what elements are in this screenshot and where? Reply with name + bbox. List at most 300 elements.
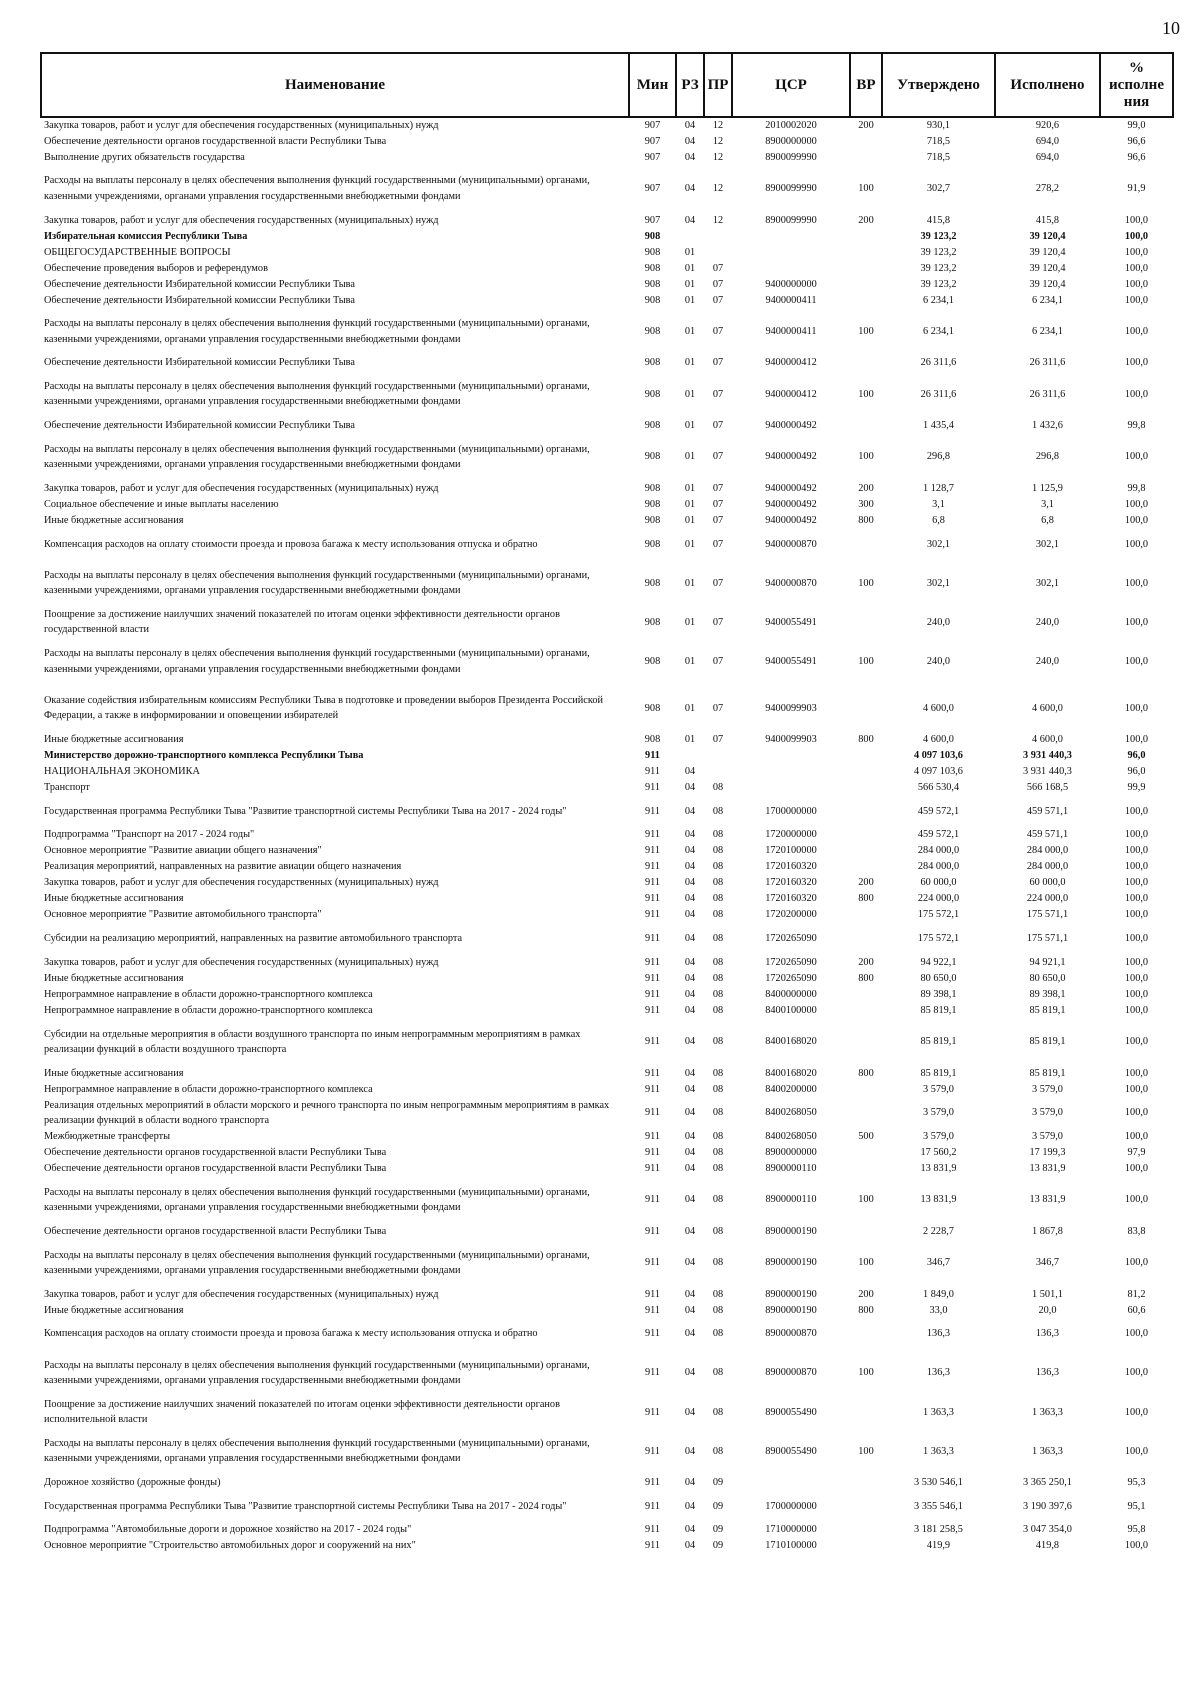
row-pr-cell: 08 (712, 1147, 724, 1159)
row-vr-cell (850, 796, 882, 827)
row-name-cell: Непрограммное направление в области дорожно-транспортного комплекса (44, 1083, 373, 1095)
row-min-cell: 907 (644, 135, 661, 147)
row-vr-cell (850, 1019, 882, 1066)
row-pr-cell: 08 (712, 782, 724, 794)
row-name-cell: Обеспечение деятельности Избирательной комиссии Республики Тыва (44, 420, 355, 432)
row-rz-cell: 01 (684, 702, 696, 714)
row-approved-cell: 1 128,7 (923, 482, 954, 494)
row-name-cell: Обеспечение деятельности органов государственной власти Республики Тыва (44, 1163, 387, 1175)
table-row (41, 513, 1173, 529)
row-approved-cell: 4 600,0 (923, 702, 954, 714)
row-executed-cell: 39 120,4 (1029, 262, 1066, 274)
row-executed-cell: 136,3 (1035, 1328, 1060, 1340)
row-percent-cell: 100,0 (1124, 1163, 1149, 1175)
row-vr-cell (850, 607, 882, 638)
row-pr-cell: 07 (712, 278, 724, 290)
row-min-cell: 907 (644, 120, 661, 131)
row-name-cell: Обеспечение деятельности органов государственной власти Республики Тыва (44, 1147, 387, 1159)
row-vr-cell (850, 1538, 882, 1554)
row-vr-cell: 100 (858, 1194, 874, 1206)
row-min-cell: 908 (644, 388, 661, 400)
table-row (41, 971, 1173, 987)
row-pr-cell: 08 (712, 877, 724, 889)
row-pr-cell: 12 (712, 151, 724, 163)
row-min-cell: 911 (644, 933, 661, 945)
table-row (41, 481, 1173, 497)
row-executed-cell: 26 311,6 (1029, 357, 1066, 369)
row-pr-cell: 08 (712, 1083, 724, 1095)
row-pr-cell: 09 (712, 1540, 724, 1552)
row-csr-cell (732, 748, 850, 764)
row-pr-cell: 12 (712, 120, 724, 131)
table-row (41, 371, 1173, 418)
row-csr-cell: 8900055490 (765, 1445, 817, 1457)
row-csr-cell: 1720160320 (765, 861, 817, 873)
row-min-cell: 911 (644, 972, 661, 984)
row-executed-cell: 566 168,5 (1026, 782, 1069, 794)
row-rz-cell: 01 (684, 246, 696, 258)
row-rz-cell: 04 (684, 1328, 696, 1340)
row-percent-cell: 100,0 (1124, 514, 1149, 526)
row-executed-cell: 3 190 397,6 (1023, 1500, 1072, 1512)
row-pr-cell (704, 244, 732, 260)
row-pr-cell (704, 228, 732, 244)
row-executed-cell: 1 867,8 (1032, 1225, 1063, 1237)
row-percent-cell: 100,0 (1124, 577, 1149, 589)
row-rz-cell: 04 (684, 782, 696, 794)
table-row (41, 149, 1173, 165)
row-name-cell: Государственная программа Республики Тыва "Развитие транспортной системы Республики Тыва на 2017 - 2024 годы" (44, 805, 567, 817)
row-approved-cell: 4 097 103,6 (914, 750, 963, 762)
row-executed-cell: 4 600,0 (1032, 702, 1063, 714)
row-executed-cell: 17 199,3 (1029, 1147, 1066, 1159)
row-executed-cell: 278,2 (1035, 183, 1060, 195)
row-percent-cell: 100,0 (1124, 1445, 1149, 1457)
row-rz-cell: 04 (684, 877, 696, 889)
table-row (41, 1397, 1173, 1428)
row-csr-cell: 8400200000 (765, 1083, 817, 1095)
row-min-cell: 908 (644, 514, 661, 526)
table-row (41, 165, 1173, 212)
row-rz-cell: 01 (684, 420, 696, 432)
row-csr-cell: 9400000412 (765, 388, 817, 400)
table-row (41, 1081, 1173, 1097)
row-percent-cell: 99,8 (1127, 482, 1146, 494)
row-rz-cell: 04 (684, 956, 696, 968)
row-name-cell: Социальное обеспечение и иные выплаты населению (44, 498, 279, 510)
row-approved-cell: 3,1 (932, 498, 945, 510)
row-vr-cell: 100 (858, 1445, 874, 1457)
row-pr-cell: 08 (712, 1367, 724, 1379)
row-csr-cell: 9400000870 (765, 538, 817, 550)
row-approved-cell: 80 650,0 (920, 972, 957, 984)
row-executed-cell: 3,1 (1041, 498, 1054, 510)
row-vr-cell: 100 (858, 1257, 874, 1269)
row-percent-cell: 100,0 (1124, 1257, 1149, 1269)
table-row (41, 355, 1173, 371)
table-row (41, 827, 1173, 843)
row-csr-cell: 9400099903 (765, 702, 817, 714)
row-name-cell: Компенсация расходов на оплату стоимости проезда и провоза багажа к месту использования отпуска и обратно (44, 538, 538, 550)
row-csr-cell: 1700000000 (765, 1500, 817, 1512)
row-percent-cell: 100,0 (1124, 1107, 1149, 1119)
row-csr-cell: 8400268050 (765, 1131, 817, 1143)
table-row (41, 497, 1173, 513)
row-rz-cell: 01 (684, 655, 696, 667)
row-pr-cell: 08 (712, 1131, 724, 1143)
row-executed-cell: 6,8 (1041, 514, 1054, 526)
row-vr-cell: 100 (858, 655, 874, 667)
row-percent-cell: 100,0 (1124, 325, 1149, 337)
row-executed-cell: 459 571,1 (1026, 829, 1069, 841)
row-csr-cell: 1700000000 (765, 805, 817, 817)
row-vr-cell: 300 (858, 498, 874, 510)
row-vr-cell (850, 1491, 882, 1522)
row-csr-cell (732, 228, 850, 244)
row-pr-cell: 07 (712, 577, 724, 589)
row-rz-cell: 04 (684, 766, 696, 778)
row-csr-cell: 1720160320 (765, 877, 817, 889)
row-name-cell: Закупка товаров, работ и услуг для обеспечения государственных (муниципальных) нужд (44, 120, 439, 131)
row-vr-cell (850, 1522, 882, 1538)
row-min-cell: 911 (644, 1067, 661, 1079)
row-min-cell: 911 (644, 1540, 661, 1552)
table-row (41, 955, 1173, 971)
row-csr-cell (732, 244, 850, 260)
row-executed-cell: 694,0 (1035, 151, 1060, 163)
row-name-cell: Транспорт (44, 782, 90, 794)
row-pr-cell: 08 (712, 1107, 724, 1119)
row-approved-cell: 85 819,1 (920, 1067, 957, 1079)
row-percent-cell: 99,0 (1127, 120, 1146, 131)
row-name-cell: Непрограммное направление в области дорожно-транспортного комплекса (44, 1004, 373, 1016)
row-executed-cell: 1 363,3 (1032, 1406, 1063, 1418)
row-name-cell: Расходы на выплаты персоналу в целях обеспечения выполнения функций государственными (муниципальными) органами, казенными учреждениями, органами управления государственными внебюджетными фондами (44, 1249, 590, 1276)
row-executed-cell: 39 120,4 (1029, 230, 1066, 242)
table-row (41, 1522, 1173, 1538)
row-vr-cell (850, 987, 882, 1003)
row-executed-cell: 1 501,1 (1032, 1288, 1063, 1300)
row-pr-cell: 08 (712, 1445, 724, 1457)
row-pr-cell: 08 (712, 1406, 724, 1418)
row-pr-cell: 08 (712, 988, 724, 1000)
table-row (41, 1318, 1173, 1349)
row-csr-cell: 8900000190 (765, 1225, 817, 1237)
row-name-cell: Подпрограмма "Транспорт на 2017 - 2024 годы" (44, 829, 255, 841)
row-csr-cell: 1720160320 (765, 893, 817, 905)
row-pr-cell: 07 (712, 482, 724, 494)
row-pr-cell: 07 (712, 538, 724, 550)
row-approved-cell: 302,1 (926, 577, 951, 589)
row-pr-cell: 07 (712, 325, 724, 337)
row-csr-cell: 9400000492 (765, 514, 817, 526)
row-rz-cell: 04 (684, 183, 696, 195)
row-name-cell: Поощрение за достижение наилучших значений показателей по итогам оценки эффективности деятельности органов исполнительной власти (44, 1398, 560, 1426)
row-vr-cell: 200 (858, 877, 874, 889)
row-executed-cell: 240,0 (1035, 655, 1060, 667)
row-rz-cell: 04 (684, 1367, 696, 1379)
row-approved-cell: 3 579,0 (923, 1131, 954, 1143)
row-min-cell: 908 (644, 451, 661, 463)
row-name-cell: Основное мероприятие "Строительство автомобильных дорог и сооружений на них" (44, 1540, 416, 1552)
row-name-cell: Избирательная комиссия Республики Тыва (44, 230, 248, 242)
row-approved-cell: 6,8 (932, 514, 945, 526)
row-min-cell: 911 (644, 766, 661, 778)
row-vr-cell (850, 1318, 882, 1349)
row-pr-cell: 09 (712, 1477, 724, 1488)
row-approved-cell: 302,7 (926, 183, 951, 195)
row-approved-cell: 136,3 (926, 1367, 951, 1379)
row-percent-cell: 60,6 (1127, 1304, 1146, 1316)
row-approved-cell: 1 435,4 (923, 420, 954, 432)
table-row (41, 434, 1173, 481)
row-min-cell: 908 (644, 357, 661, 369)
row-min-cell: 911 (644, 845, 661, 857)
row-executed-cell: 302,1 (1035, 577, 1060, 589)
row-name-cell: Дорожное хозяйство (дорожные фонды) (44, 1477, 221, 1488)
row-min-cell: 908 (644, 482, 661, 494)
header-percent-line-2: исполне (1109, 76, 1164, 93)
row-vr-cell: 800 (858, 1067, 874, 1079)
row-name-cell: Обеспечение деятельности Избирательной комиссии Республики Тыва (44, 357, 355, 369)
row-approved-cell: 94 922,1 (920, 956, 957, 968)
row-rz-cell (676, 228, 704, 244)
row-csr-cell: 8900000110 (765, 1194, 817, 1206)
table-row (41, 1286, 1173, 1302)
row-min-cell: 908 (644, 262, 661, 274)
table-row (41, 117, 1173, 133)
row-vr-cell (850, 827, 882, 843)
row-csr-cell: 1720265090 (765, 933, 817, 945)
table-row (41, 1491, 1173, 1522)
table-row (41, 228, 1173, 244)
row-approved-cell: 240,0 (926, 655, 951, 667)
row-min-cell: 911 (644, 829, 661, 841)
row-rz-cell: 04 (684, 1147, 696, 1159)
row-approved-cell: 4 600,0 (923, 734, 954, 746)
row-pr-cell: 07 (712, 514, 724, 526)
row-pr-cell: 07 (712, 388, 724, 400)
row-csr-cell: 8400268050 (765, 1107, 817, 1119)
row-pr-cell: 07 (712, 498, 724, 510)
row-csr-cell: 9400000412 (765, 357, 817, 369)
row-pr-cell: 09 (712, 1500, 724, 1512)
row-vr-cell (850, 1097, 882, 1128)
row-approved-cell: 718,5 (926, 151, 951, 163)
row-pr-cell: 08 (712, 972, 724, 984)
row-percent-cell: 100,0 (1124, 214, 1149, 226)
row-vr-cell: 200 (858, 214, 874, 226)
row-vr-cell: 100 (858, 388, 874, 400)
row-vr-cell (850, 1475, 882, 1491)
row-percent-cell: 100,0 (1124, 877, 1149, 889)
table-row (41, 418, 1173, 434)
row-percent-cell: 100,0 (1124, 933, 1149, 945)
row-vr-cell (850, 1224, 882, 1240)
row-vr-cell (850, 355, 882, 371)
row-executed-cell: 85 819,1 (1029, 1004, 1066, 1016)
row-csr-cell: 8400100000 (765, 1004, 817, 1016)
row-csr-cell: 8400168020 (765, 1067, 817, 1079)
row-pr-cell: 08 (712, 1163, 724, 1175)
row-name-cell: Реализация отдельных мероприятий в области морского и речного транспорта по иным непрограммным мероприятиям в рамках реализации функций в области водного транспорта (44, 1099, 610, 1127)
row-approved-cell: 296,8 (926, 451, 951, 463)
row-rz-cell: 01 (684, 616, 696, 628)
row-executed-cell: 39 120,4 (1029, 278, 1066, 290)
row-min-cell: 911 (644, 1367, 661, 1379)
row-executed-cell: 4 600,0 (1032, 734, 1063, 746)
budget-execution-table (40, 52, 1174, 1554)
row-vr-cell: 200 (858, 120, 874, 131)
row-min-cell: 911 (644, 1477, 661, 1488)
header-pr: ПР (704, 53, 732, 117)
row-pr-cell: 08 (712, 1036, 724, 1048)
row-pr-cell: 07 (712, 616, 724, 628)
table-row (41, 907, 1173, 923)
row-vr-cell (850, 685, 882, 732)
row-percent-cell: 100,0 (1124, 1131, 1149, 1143)
row-executed-cell: 6 234,1 (1032, 325, 1063, 337)
row-rz-cell: 01 (684, 357, 696, 369)
row-min-cell: 911 (644, 1036, 661, 1048)
row-rz-cell: 04 (684, 909, 696, 921)
row-name-cell: Обеспечение проведения выборов и референдумов (44, 262, 268, 274)
row-executed-cell: 39 120,4 (1029, 246, 1066, 258)
row-pr-cell: 07 (712, 420, 724, 432)
row-vr-cell: 200 (858, 1288, 874, 1300)
row-csr-cell: 9400000492 (765, 498, 817, 510)
row-vr-cell: 100 (858, 1367, 874, 1379)
header-vr: ВР (850, 53, 882, 117)
row-vr-cell: 800 (858, 734, 874, 746)
row-percent-cell: 100,0 (1124, 893, 1149, 905)
row-vr-cell (850, 292, 882, 308)
row-executed-cell: 346,7 (1035, 1257, 1060, 1269)
row-vr-cell (850, 418, 882, 434)
header-approved: Утверждено (882, 53, 995, 117)
row-approved-cell: 3 579,0 (923, 1083, 954, 1095)
row-pr-cell: 08 (712, 1004, 724, 1016)
row-min-cell: 911 (644, 1107, 661, 1119)
row-executed-cell: 3 365 250,1 (1023, 1477, 1072, 1488)
row-rz-cell: 04 (684, 829, 696, 841)
row-pr-cell: 07 (712, 655, 724, 667)
row-name-cell: Субсидии на реализацию мероприятий, направленных на развитие автомобильного транспорта (44, 933, 463, 945)
row-pr-cell: 08 (712, 956, 724, 968)
header-name: Наименование (41, 53, 629, 117)
row-percent-cell: 100,0 (1124, 388, 1149, 400)
row-csr-cell: 8900000190 (765, 1288, 817, 1300)
row-executed-cell: 920,6 (1035, 120, 1060, 131)
row-percent-cell: 100,0 (1124, 616, 1149, 628)
row-name-cell: Закупка товаров, работ и услуг для обеспечения государственных (муниципальных) нужд (44, 214, 439, 226)
row-executed-cell: 3 579,0 (1032, 1107, 1063, 1119)
row-executed-cell: 3 931 440,3 (1023, 750, 1072, 762)
row-vr-cell: 800 (858, 893, 874, 905)
row-approved-cell: 718,5 (926, 135, 951, 147)
row-executed-cell: 3 047 354,0 (1023, 1524, 1072, 1536)
table-row (41, 1129, 1173, 1145)
row-executed-cell: 694,0 (1035, 135, 1060, 147)
table-row (41, 764, 1173, 780)
row-approved-cell: 26 311,6 (920, 388, 957, 400)
row-percent-cell: 100,0 (1124, 498, 1149, 510)
row-approved-cell: 1 363,3 (923, 1406, 954, 1418)
table-row (41, 560, 1173, 607)
row-approved-cell: 2 228,7 (923, 1225, 954, 1237)
row-vr-cell: 100 (858, 325, 874, 337)
row-rz-cell: 04 (684, 1477, 696, 1488)
row-approved-cell: 3 579,0 (923, 1107, 954, 1119)
row-vr-cell (850, 923, 882, 954)
row-rz-cell: 01 (684, 451, 696, 463)
row-csr-cell: 8900000870 (765, 1367, 817, 1379)
row-percent-cell: 100,0 (1124, 655, 1149, 667)
row-name-cell: Закупка товаров, работ и услуг для обеспечения государственных (муниципальных) нужд (44, 482, 439, 494)
row-csr-cell: 8900099990 (765, 183, 817, 195)
row-pr-cell: 12 (712, 214, 724, 226)
table-row (41, 1350, 1173, 1397)
row-vr-cell (850, 133, 882, 149)
row-rz-cell: 04 (684, 1067, 696, 1079)
row-rz-cell: 04 (684, 1004, 696, 1016)
row-min-cell: 911 (644, 909, 661, 921)
row-approved-cell: 415,8 (926, 214, 951, 226)
row-approved-cell: 39 123,2 (920, 230, 957, 242)
row-min-cell: 908 (644, 702, 661, 714)
row-rz-cell: 01 (684, 482, 696, 494)
row-rz-cell (676, 748, 704, 764)
row-csr-cell: 9400000411 (765, 325, 817, 337)
row-percent-cell: 100,0 (1124, 246, 1149, 258)
row-vr-cell (850, 1081, 882, 1097)
row-approved-cell: 346,7 (926, 1257, 951, 1269)
row-min-cell: 908 (644, 246, 661, 258)
row-percent-cell: 100,0 (1124, 451, 1149, 463)
row-rz-cell: 01 (684, 498, 696, 510)
row-percent-cell: 83,8 (1127, 1225, 1146, 1237)
row-approved-cell: 459 572,1 (917, 805, 960, 817)
row-approved-cell: 39 123,2 (920, 278, 957, 290)
row-pr-cell (704, 748, 732, 764)
row-executed-cell: 26 311,6 (1029, 388, 1066, 400)
row-vr-cell (850, 907, 882, 923)
row-percent-cell: 95,1 (1127, 1500, 1146, 1512)
row-name-cell: Расходы на выплаты персоналу в целях обеспечения выполнения функций государственными (муниципальными) органами, казенными учреждениями, органами управления государственными внебюджетными фондами (44, 380, 590, 408)
row-min-cell: 911 (644, 1225, 661, 1237)
table-row (41, 292, 1173, 308)
row-percent-cell: 96,6 (1127, 135, 1146, 147)
row-name-cell: Межбюджетные трансферты (44, 1131, 171, 1143)
row-executed-cell: 175 571,1 (1026, 909, 1069, 921)
row-name-cell: Обеспечение деятельности Избирательной комиссии Республики Тыва (44, 294, 355, 306)
row-approved-cell: 566 530,4 (917, 782, 960, 794)
row-min-cell: 908 (644, 655, 661, 667)
row-min-cell: 908 (644, 325, 661, 337)
row-percent-cell: 81,2 (1127, 1288, 1146, 1300)
row-name-cell: Иные бюджетные ассигнования (44, 1304, 184, 1316)
table-row (41, 891, 1173, 907)
row-rz-cell: 01 (684, 577, 696, 589)
row-name-cell: Государственная программа Республики Тыва "Развитие транспортной системы Республики Тыва на 2017 - 2024 годы" (44, 1500, 567, 1512)
row-rz-cell: 04 (684, 135, 696, 147)
table-row (41, 1019, 1173, 1066)
row-csr-cell: 9400055491 (765, 616, 817, 628)
row-percent-cell: 95,3 (1127, 1477, 1146, 1488)
row-min-cell: 911 (644, 805, 661, 817)
row-percent-cell: 100,0 (1124, 278, 1149, 290)
header-percent-line-1: % (1129, 59, 1144, 76)
